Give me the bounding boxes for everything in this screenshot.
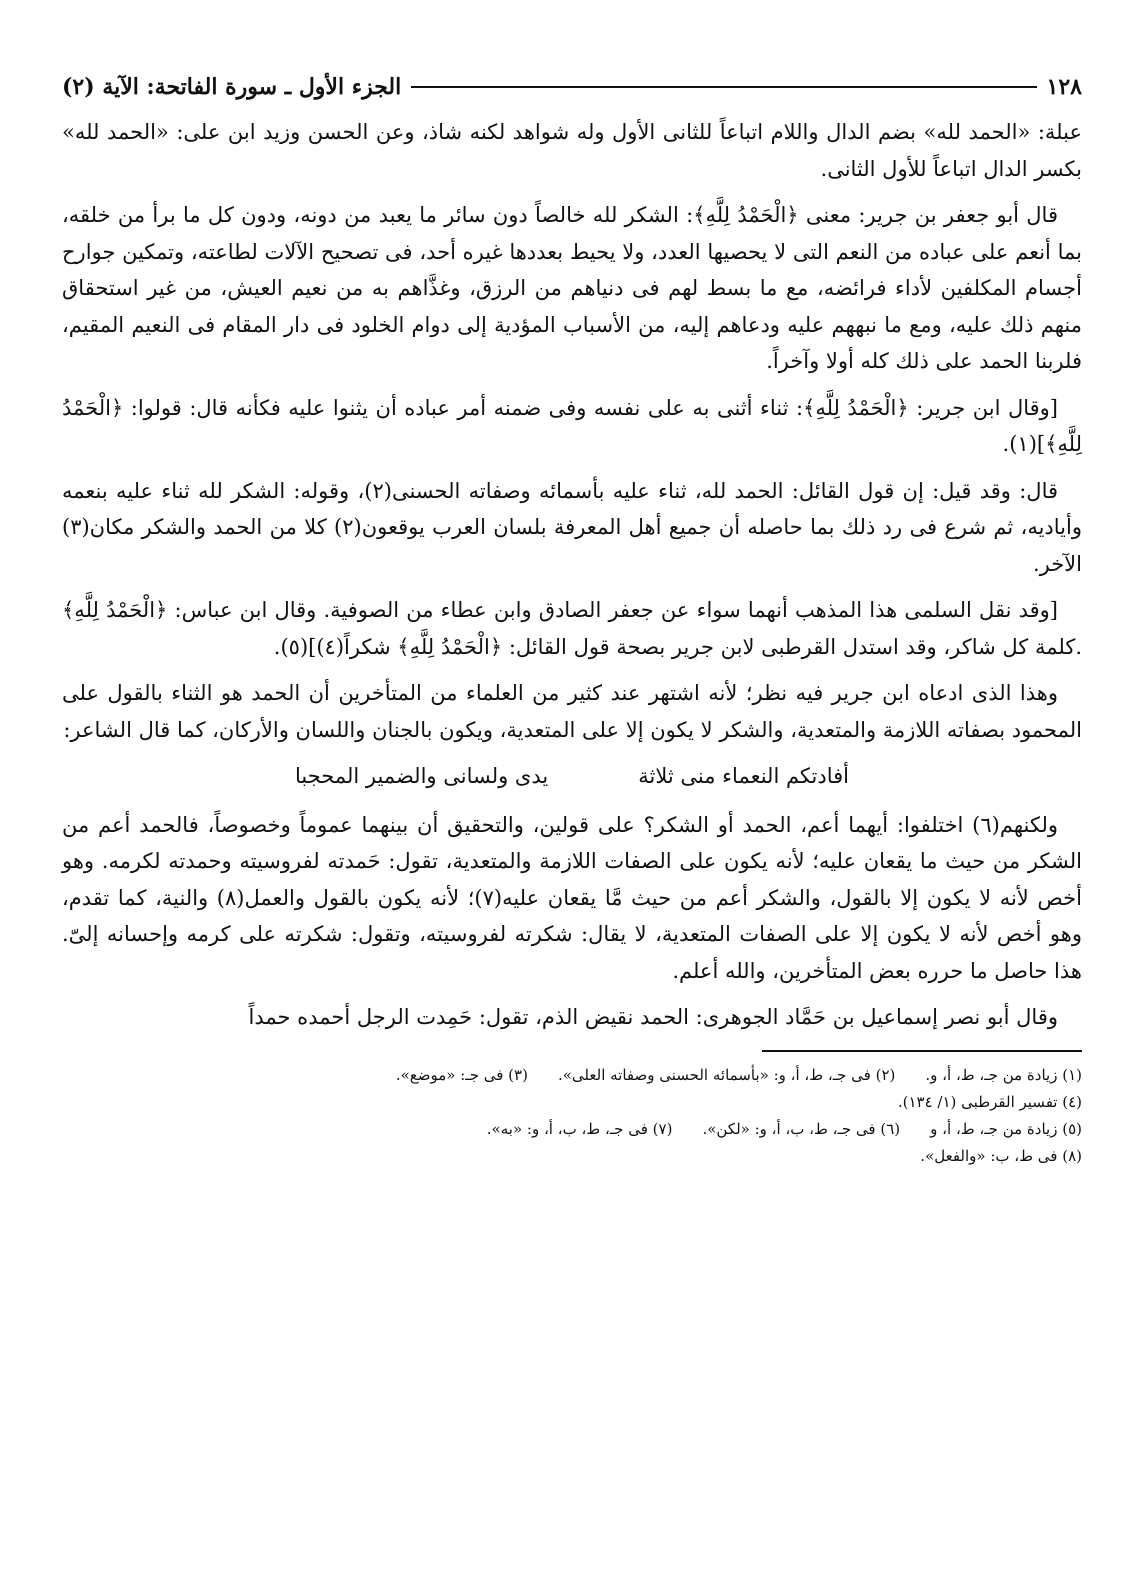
verse-second-hemistich: يدى ولسانى والضمير المحجبا <box>295 764 549 788</box>
footnote-row <box>62 1062 1082 1089</box>
footnote: (٧) فى جـ، ط، ب، أ، و: «به». <box>486 1119 673 1138</box>
header-rule <box>411 86 1036 88</box>
poetry-verse <box>62 758 1082 795</box>
verse-first-hemistich: أفادتكم النعماء منى ثلاثة <box>638 764 849 788</box>
footnote: (٥) زيادة من جـ، ط، أ، و <box>930 1119 1082 1138</box>
footnote: (١) زيادة من جـ، ط، أ، و. <box>925 1065 1082 1084</box>
page-header <box>62 70 1082 104</box>
paragraph: ولكنهم(٦) اختلفوا: أيهما أعم، الحمد أو الشكر؟ على قولين، والتحقيق أن بينهما عموماً وخصوصاً، فالحمد أعم من الشكر من حيث ما يقعان عليه؛ لأنه يكون على الصفات اللازمة والمتعدية، تقول: حَمدته لفروسيته وحمدته لكرمه. وهو أخص لأنه لا يكون إلا بالقول، والشكر أعم من حيث مَّا يقعان عليه(٧)؛ لأنه يكون بالقول والعمل(٨) والنية، كما تقدم، وهو أخص لأنه لا يكون إلا على الصفات المتعدية، لا يقال: شكرته لفروسيته، وتقول: شكرته على كرمه وإحسانه إلىّ. هذا حاصل ما حرره بعض المتأخرين، والله أعلم. <box>62 812 1082 983</box>
paragraph: وهذا الذى ادعاه ابن جرير فيه نظر؛ لأنه اشتهر عند كثير من العلماء من المتأخرين أن الحمد هو الثناء بالقول على المحمود بصفاته اللازمة والمتعدية، والشكر لا يكون إلا على المتعدية، ويكون بالجنان واللسان والأركان، كما قال الشاعر: <box>62 681 1082 742</box>
footnote: (٣) فى جـ: «موضع». <box>395 1065 528 1084</box>
footnote: (٦) فى جـ، ط، ب، أ، و: «لكن». <box>702 1119 901 1138</box>
paragraph: [وقال ابن جرير: ﴿الْحَمْدُ لِلَّهِ﴾: ثناء أثنى به على نفسه وفى ضمنه أمر عباده أن يثنوا عليه فكأنه قال: قولوا: ﴿الْحَمْدُ لِلَّهِ﴾](١). <box>62 395 1082 456</box>
footnote: (٢) فى جـ، ط، أ، و: «بأسمائه الحسنى وصفاته العلى». <box>557 1065 896 1084</box>
footnote-rule <box>762 1050 1082 1052</box>
footnote-row <box>62 1089 1082 1116</box>
paragraph: عبلة: «الحمد لله» بضم الدال واللام اتباعاً للثانى الأول وله شواهد لكنه شاذ، وعن الحسن وزيد ابن على: «الحمد لله» بكسر الدال اتباعاً للأول الثانى. <box>62 120 1082 181</box>
footnote-row <box>62 1143 1082 1170</box>
footnotes <box>62 1062 1082 1170</box>
page-number: ١٢٨ <box>1046 74 1082 100</box>
paragraph: قال أبو جعفر بن جرير: معنى ﴿الْحَمْدُ لِلَّهِ﴾: الشكر لله خالصاً دون سائر ما يعبد من دونه، ودون كل ما برأ من خلقه، بما أنعم على عباده من النعم التى لا يحصيها العدد، ولا يحيط بعددها غيره أحد، فى تصحيح الآلات لطاعته، وتمكين جوارح أجسام المكلفين لأداء فرائضه، مع ما بسط لهم فى دنياهم من الرزق، وغذَّاهم به من نعيم العيش، من غير استحقاق منهم ذلك عليه، ومع ما نبههم عليه ودعاهم إليه، من الأسباب المؤدية إلى دوام الخلود فى دار المقام فى النعيم المقيم، فلربنا الحمد على ذلك كله أولا وآخراً. <box>62 203 1082 373</box>
book-page <box>62 70 1082 1170</box>
paragraph: [وقد نقل السلمى هذا المذهب أنهما سواء عن جعفر الصادق وابن عطاء من الصوفية. وقال ابن عباس: ﴿الْحَمْدُ لِلَّهِ﴾ .كلمة كل شاكر، وقد استدل القرطبى لابن جرير بصحة قول القائل: ﴿الْحَمْدُ لِلَّهِ﴾ شكراً(٤)](٥). <box>62 598 1082 659</box>
footnote: (٨) فى ط، ب: «والفعل». <box>920 1146 1082 1165</box>
main-text <box>62 114 1082 1036</box>
footnote: (٤) تفسير القرطبى (١/ ١٣٤). <box>897 1092 1082 1111</box>
footnote-row <box>62 1116 1082 1143</box>
paragraph: وقال أبو نصر إسماعيل بن حَمَّاد الجوهرى: الحمد نقيض الذم، تقول: حَمِدت الرجل أحمده حمداً <box>248 1005 1058 1029</box>
running-title: الجزء الأول ـ سورة الفاتحة: الآية (٢) <box>62 74 402 100</box>
paragraph: قال: وقد قيل: إن قول القائل: الحمد لله، ثناء عليه بأسمائه وصفاته الحسنى(٢)، وقوله: الشكر لله ثناء عليه بنعمه وأياديه، ثم شرع فى رد ذلك بما حاصله أن جميع أهل المعرفة بلسان العرب يوقعون(٢) كلا من الحمد والشكر مكان(٣) الآخر. <box>62 478 1082 576</box>
